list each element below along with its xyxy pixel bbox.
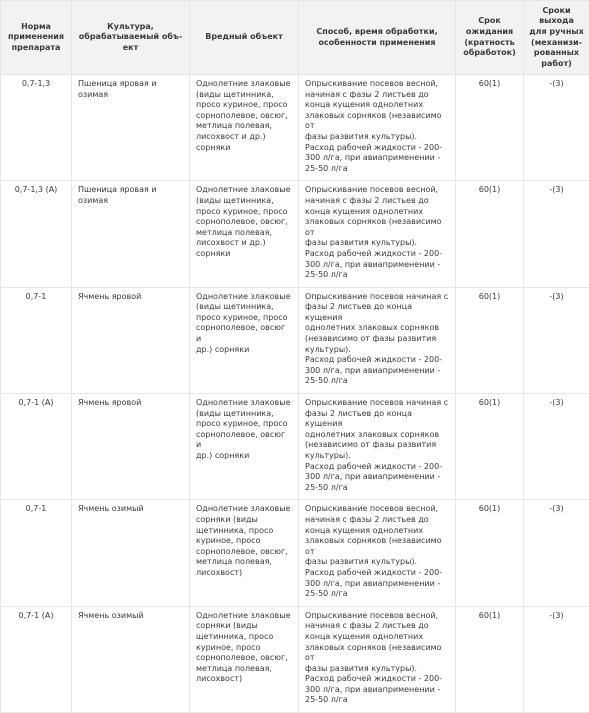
table-row — [1, 287, 589, 393]
table-row — [1, 394, 589, 500]
cell-exit: -(3) — [524, 75, 589, 181]
header-method: Способ, время обработки, особенности применения — [299, 1, 456, 75]
header-exit: Сроки выхода для ручных (механизи- рованных работ) — [524, 1, 589, 75]
cell-norm: 0,7-1 (А) — [1, 606, 72, 712]
cell-crop: Ячмень озимый — [72, 500, 190, 606]
table-row — [1, 75, 589, 181]
cell-norm: 0,7-1 (А) — [1, 394, 72, 500]
cell-wait: 60(1) — [456, 75, 524, 181]
header-crop: Культура, обрабатываемый объ- ект — [72, 1, 190, 75]
cell-method: Опрыскивание посевов весной, начиная с фазы 2 листьев до конца кущения однолетних злаковых сорняков (независимо от фазы развития культуры). Расход рабочей жидкости - 200- 300 л/га, при авиаприменении - 25-50 л/га — [299, 606, 456, 712]
cell-pest: Однолетние злаковые сорняки (виды щетинника, просо куриное, просо сорнополевое, овсюг, метлица полевая, лисохвост) — [190, 500, 299, 606]
cell-crop: Пшеница яровая и озимая — [72, 181, 190, 287]
header-wait: Срок ожидания (кратность обработок) — [456, 1, 524, 75]
cell-exit: -(3) — [524, 394, 589, 500]
table-row — [1, 181, 589, 287]
cell-method: Опрыскивание посевов начиная с фазы 2 листьев до конца кущения однолетних злаковых сорняков (независимо от фазы развития культуры). Расход рабочей жидкости - 200- 300 л/га, при авиаприменении - 25-50 л/га — [299, 287, 456, 393]
cell-exit: -(3) — [524, 181, 589, 287]
cell-pest: Однолетние злаковые (виды щетинника, просо куриное, просо сорнополевое, овсюг и др.) сорняки — [190, 287, 299, 393]
cell-exit: -(3) — [524, 606, 589, 712]
table-header-row — [1, 1, 589, 75]
cell-pest: Однолетние злаковые (виды щетинника, просо куриное, просо сорнополевое, овсюг, метлица полевая, лисохвост и др.) сорняки — [190, 181, 299, 287]
cell-method: Опрыскивание посевов весной, начиная с фазы 2 листьев до конца кущения однолетних злаковых сорняков (независимо от фазы развития культуры). Расход рабочей жидкости - 200- 300 л/га, при авиаприменении - 25-50 л/га — [299, 500, 456, 606]
cell-crop: Ячмень озимый — [72, 606, 190, 712]
cell-norm: 0,7-1,3 (А) — [1, 181, 72, 287]
cell-method: Опрыскивание посевов весной, начиная с фазы 2 листьев до конца кущения однолетних злаковых сорняков (независимо от фазы развития культуры). Расход рабочей жидкости - 200- 300 л/га, при авиаприменении - 25-50 л/га — [299, 181, 456, 287]
cell-crop: Ячмень яровой — [72, 287, 190, 393]
cell-crop: Пшеница яровая и озимая — [72, 75, 190, 181]
cell-pest: Однолетние злаковые сорняки (виды щетинника, просо куриное, просо сорнополевое, овсюг, метлица полевая, лисохвост) — [190, 606, 299, 712]
cell-method: Опрыскивание посевов весной, начиная с фазы 2 листьев до конца кущения однолетних злаковых сорняков (независимо от фазы развития культуры). Расход рабочей жидкости - 200- 300 л/га, при авиаприменении - 25-50 л/га — [299, 75, 456, 181]
cell-exit: -(3) — [524, 500, 589, 606]
header-norm: Норма применения препарата — [1, 1, 72, 75]
cell-exit: -(3) — [524, 287, 589, 393]
cell-pest: Однолетние злаковые (виды щетинника, просо куриное, просо сорнополевое, овсюг и др.) сорняки — [190, 394, 299, 500]
cell-wait: 60(1) — [456, 181, 524, 287]
cell-pest: Однолетние злаковые (виды щетинника, просо куриное, просо сорнополевое, овсюг, метлица полевая, лисохвост и др.) сорняки — [190, 75, 299, 181]
cell-wait: 60(1) — [456, 606, 524, 712]
table-row — [1, 606, 589, 712]
cell-wait: 60(1) — [456, 394, 524, 500]
cell-norm: 0,7-1 — [1, 287, 72, 393]
cell-method: Опрыскивание посевов начиная с фазы 2 листьев до конца кущения однолетних злаковых сорняков (независимо от фазы развития культуры). Расход рабочей жидкости - 200- 300 л/га, при авиаприменении - 25-50 л/га — [299, 394, 456, 500]
cell-wait: 60(1) — [456, 500, 524, 606]
header-pest: Вредный объект — [190, 1, 299, 75]
table-row — [1, 500, 589, 606]
cell-crop: Ячмень яровой — [72, 394, 190, 500]
cell-wait: 60(1) — [456, 287, 524, 393]
cell-norm: 0,7-1,3 — [1, 75, 72, 181]
cell-norm: 0,7-1 — [1, 500, 72, 606]
